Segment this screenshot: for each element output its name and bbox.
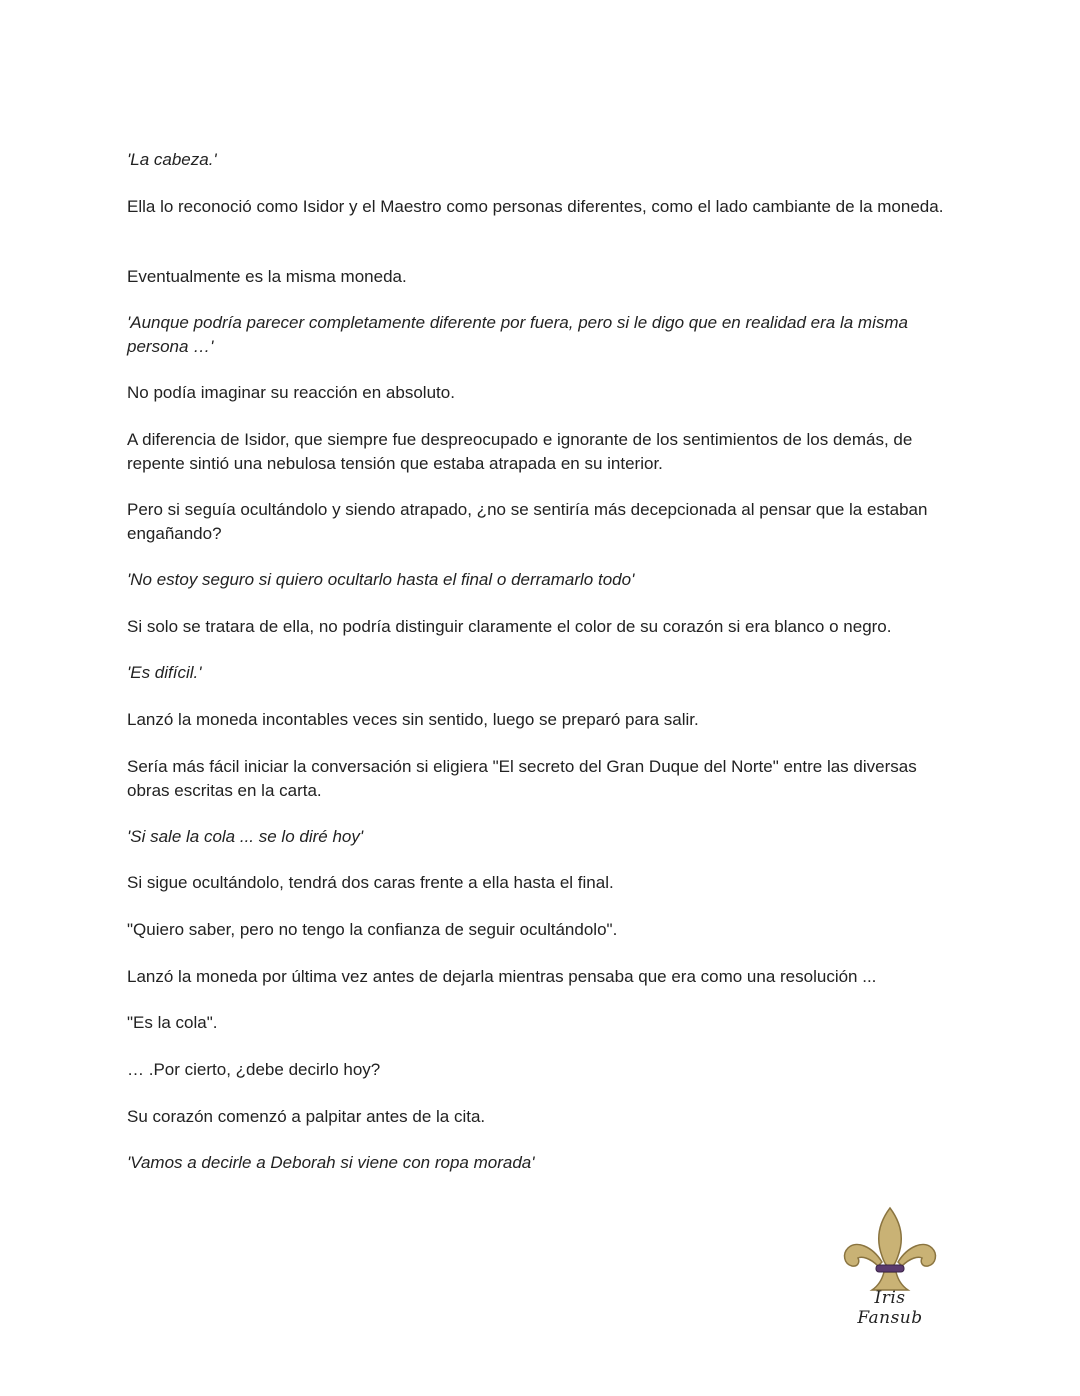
paragraph-3: Eventualmente es la misma moneda. <box>127 267 407 286</box>
paragraph-18: … .Por cierto, ¿debe decirlo hoy? <box>127 1060 381 1079</box>
paragraph-2: Ella lo reconoció como Isidor y el Maestro como personas diferentes, como el lado cambiante de la moneda. <box>127 197 944 216</box>
paragraph-16: Lanzó la moneda por última vez antes de dejarla mientras pensaba que era como una resolución ... <box>127 967 877 986</box>
paragraph-17: "Es la cola". <box>127 1013 218 1032</box>
paragraph-13: 'Si sale la cola ... se lo diré hoy' <box>127 827 364 846</box>
paragraph-9: Si solo se tratara de ella, no podría distinguir claramente el color de su corazón si era blanco o negro. <box>127 617 892 636</box>
paragraph-10: 'Es difícil.' <box>127 663 202 682</box>
paragraph-20: 'Vamos a decirle a Deborah si viene con ropa morada' <box>127 1153 535 1172</box>
paragraph-6: A diferencia de Isidor, que siempre fue despreocupado e ignorante de los sentimientos de los demás, de repente sintió una nebulosa tensión que estaba atrapada en su interior. <box>127 430 913 473</box>
paragraph-15: "Quiero saber, pero no tengo la confianza de seguir ocultándolo". <box>127 920 618 939</box>
paragraph-8: 'No estoy seguro si quiero ocultarlo hasta el final o derramarlo todo' <box>127 570 635 589</box>
logo-text: Iris Fansub <box>857 1288 923 1328</box>
paragraph-19: Su corazón comenzó a palpitar antes de la cita. <box>127 1107 486 1126</box>
paragraph-14: Si sigue ocultándolo, tendrá dos caras frente a ella hasta el final. <box>127 873 614 892</box>
paragraph-12: Sería más fácil iniciar la conversación si eligiera "El secreto del Gran Duque del Norte" entre las diversas obras escritas en la carta. <box>127 757 917 800</box>
paragraph-1: 'La cabeza.' <box>127 150 217 169</box>
paragraph-11: Lanzó la moneda incontables veces sin sentido, luego se preparó para salir. <box>127 710 699 729</box>
paragraph-7: Pero si seguía ocultándolo y siendo atrapado, ¿no se sentiría más decepcionada al pensar que la estaban engañando? <box>127 500 928 543</box>
paragraph-4: 'Aunque podría parecer completamente diferente por fuera, pero si le digo que en realidad era la misma persona …' <box>127 313 908 356</box>
paragraph-5: No podía imaginar su reacción en absoluto. <box>127 383 455 402</box>
